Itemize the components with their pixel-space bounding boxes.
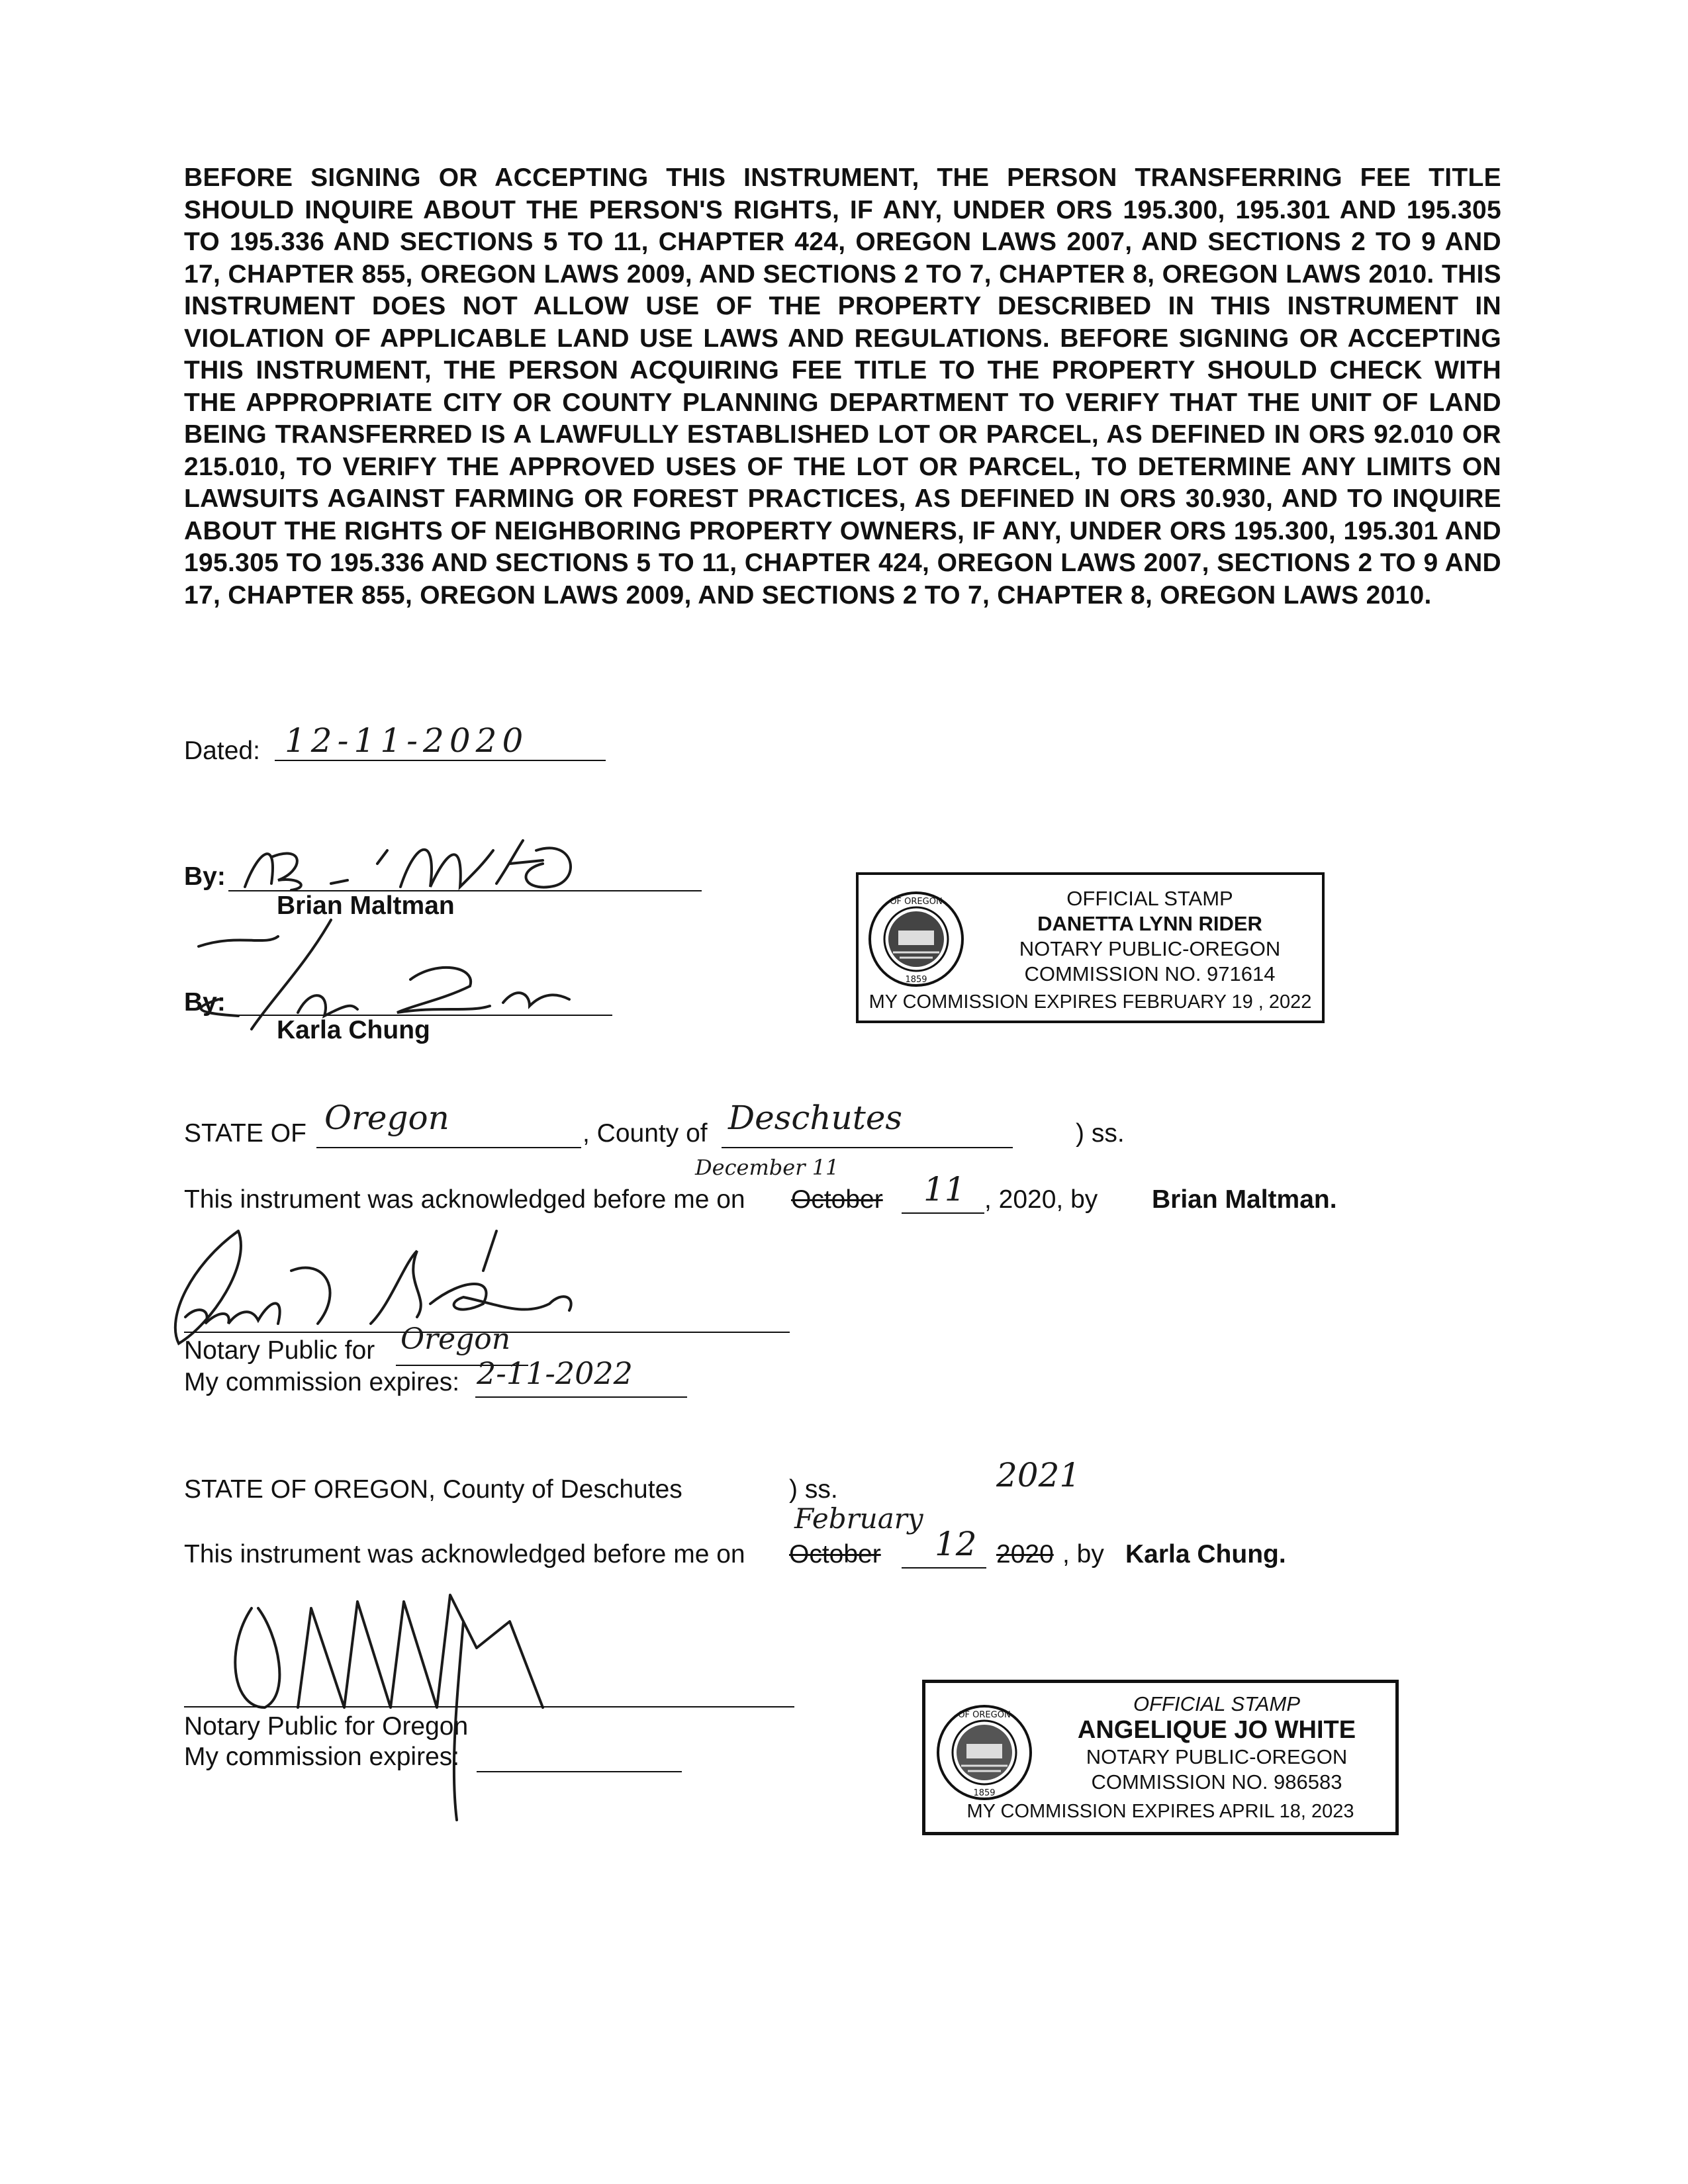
stamp-1-role: NOTARY PUBLIC-OREGON [1019,937,1281,960]
notary-1-expires-line [475,1396,687,1398]
ack-1-text-after: , 2020, by [984,1185,1098,1214]
notary-stamp-danetta-rider [856,872,1325,1023]
notary-2-signature-line [184,1706,794,1707]
ack-1-text-before: This instrument was acknowledged before me on [184,1185,745,1214]
stamp-2-role: NOTARY PUBLIC-OREGON [1086,1745,1348,1768]
dated-label: Dated: [184,737,260,765]
ack-1-name: Brian Maltman. [1152,1185,1337,1214]
by-label-2: By: [184,988,226,1017]
ack-1-day: 11 [923,1170,966,1208]
oregon-state-seal-icon [935,1703,1034,1802]
ack-2-day-line [902,1567,986,1569]
svg-text:OF OREGON: OF OREGON [958,1710,1011,1720]
ack-1-county-line [722,1147,1013,1148]
dated-line [275,760,606,761]
ack-2-text-after: , by [1062,1540,1104,1569]
ack-2-ss: ) ss. [789,1475,838,1504]
ack-2-year-struck: 2020 [996,1540,1054,1569]
ack-1-state-line [316,1147,581,1148]
oregon-state-seal-icon [867,889,966,989]
stamp-2-name: ANGELIQUE JO WHITE [1077,1716,1356,1744]
notary-1-public-for-value: Oregon [400,1322,511,1356]
ors-warning-paragraph: BEFORE SIGNING OR ACCEPTING THIS INSTRUMENT, THE PERSON TRANSFERRING FEE TITLE SHOULD INQUIRE ABOUT THE PERSON'S RIGHTS, IF ANY, UNDER ORS 195.300, 195.301 AND 195.305 TO 195.336 AND SECTIONS 5 TO 11, CHAPTER 424, OREGON LAWS 2007, AND SECTIONS 2 TO 9 AND 17, CHAPTER 855, OREGON LAWS 2009, AND SECTIONS 2 TO 7, CHAPTER 8, OREGON LAWS 2010. THIS INSTRUMENT DOES NOT ALLOW USE OF THE PROPERTY DESCRIBED IN THIS INSTRUMENT IN VIOLATION OF APPLICABLE LAND USE LAWS AND REGULATIONS. BEFORE SIGNING OR ACCEPTING THIS INSTRUMENT, THE PERSON ACQUIRING FEE TITLE TO THE PROPERTY SHOULD CHECK WITH THE APPROPRIATE CITY OR COUNTY PLANNING DEPARTMENT TO VERIFY THAT THE UNIT OF LAND BEING TRANSFERRED IS A LAWFULLY ESTABLISHED LOT OR PARCEL, AS DEFINED IN ORS 92.010 OR 215.010, TO VERIFY THE APPROVED USES OF THE LOT OR PARCEL, TO DETERMINE ANY LIMITS ON LAWSUITS AGAINST FARMING OR FOREST PRACTICES, AS DEFINED IN ORS 30.930, AND TO INQUIRE ABOUT THE RIGHTS OF NEIGHBORING PROPERTY OWNERS, IF ANY, UNDER ORS 195.300, 195.301 AND 195.305 TO 195.336 AND SECTIONS 5 TO 11, CHAPTER 424, OREGON LAWS 2007, SECTIONS 2 TO 9 AND 17, CHAPTER 855, OREGON LAWS 2009, AND SECTIONS 2 TO 7, CHAPTER 8, OREGON LAWS 2010. [184,163,1501,610]
signer-1-name: Brian Maltman [277,891,455,920]
notary-2-expires-label: My commission expires: [184,1743,460,1771]
svg-text:OF OREGON: OF OREGON [890,897,943,907]
notary-1-expires-label: My commission expires: [184,1368,460,1396]
stamp-1-name: DANETTA LYNN RIDER [1037,912,1262,935]
notary-1-expires-value: 2-11-2022 [477,1355,633,1391]
signer-2-name: Karla Chung [277,1016,430,1044]
ack-1-ss: ) ss. [1076,1119,1125,1148]
notary-stamp-angelique-white [922,1680,1399,1835]
ack-1-county-value: Deschutes [728,1099,903,1137]
ack-2-text-before: This instrument was acknowledged before me on [184,1540,745,1569]
stamp-1-title: OFFICIAL STAMP [1066,887,1233,910]
ack-2-month-handwritten: February [794,1502,923,1535]
ack-1-day-line [902,1212,984,1214]
ack-1-county-label: , County of [583,1119,708,1148]
ack-2-name: Karla Chung. [1125,1540,1286,1569]
ack-1-state-label: STATE OF [184,1119,306,1148]
notary-2-signature [212,1582,662,1833]
notary-2-expires-line [477,1771,682,1772]
ack-2-year-handwritten: 2021 [996,1456,1081,1494]
ack-1-month-handwritten: December 11 [695,1155,839,1180]
dated-value: 12-11-2020 [285,721,529,760]
ack-1-state-value: Oregon [324,1099,449,1137]
stamp-2-title: OFFICIAL STAMP [1133,1692,1301,1715]
ack-1-month-struck: October [791,1185,883,1214]
ack-2-month-struck: October [789,1540,881,1569]
by-label-1: By: [184,862,226,891]
stamp-1-commission: COMMISSION NO. 971614 [1024,962,1276,985]
ack-2-day: 12 [935,1525,977,1563]
notary-1-public-for-label: Notary Public for [184,1336,375,1365]
ack-2-state-county: STATE OF OREGON, County of Deschutes [184,1475,682,1504]
notary-2-public-for-label: Notary Public for Oregon [184,1712,469,1741]
svg-text:1859: 1859 [973,1788,996,1798]
svg-text:1859: 1859 [905,975,927,985]
stamp-2-commission: COMMISSION NO. 986583 [1091,1770,1342,1794]
stamp-1-expires: MY COMMISSION EXPIRES FEBRUARY 19 , 2022 [868,991,1312,1013]
stamp-2-expires: MY COMMISSION EXPIRES APRIL 18, 2023 [966,1801,1354,1822]
